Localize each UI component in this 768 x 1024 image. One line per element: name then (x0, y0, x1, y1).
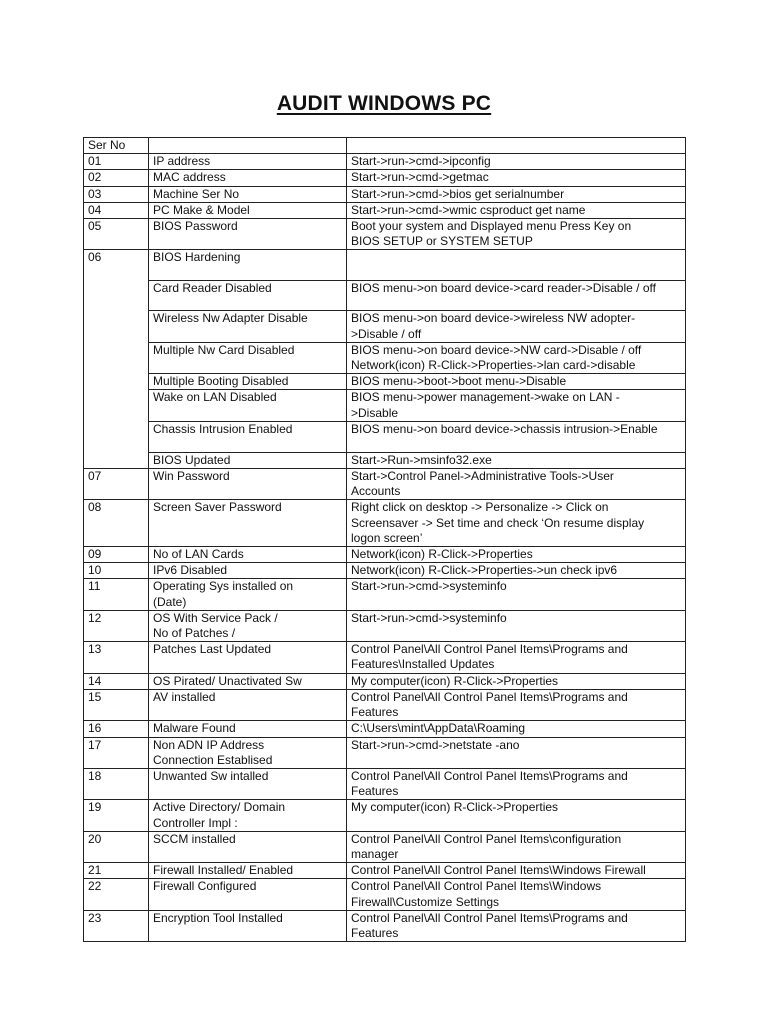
cell-item: OS With Service Pack / No of Patches / (149, 610, 347, 641)
cell-procedure: Control Panel\All Control Panel Items\Windows Firewall (347, 863, 686, 879)
table-row (84, 610, 686, 641)
cell-ser-no: 23 (84, 910, 149, 941)
table-row (84, 642, 686, 673)
table-row (84, 579, 686, 610)
cell-ser-no: 02 (84, 170, 149, 186)
cell-ser-no: 04 (84, 202, 149, 218)
cell-ser-no: 13 (84, 642, 149, 673)
header-procedure (347, 138, 686, 154)
cell-procedure: BIOS menu->boot->boot menu->Disable (347, 374, 686, 390)
cell-item: Malware Found (149, 721, 347, 737)
cell-ser-no: 15 (84, 689, 149, 720)
cell-procedure: BIOS menu->on board device->chassis intrusion->Enable (347, 421, 686, 452)
cell-item: Multiple Nw Card Disabled (149, 342, 347, 373)
table-row (84, 421, 686, 452)
table-row (84, 673, 686, 689)
cell-ser-no (84, 452, 149, 468)
cell-item: Multiple Booting Disabled (149, 374, 347, 390)
cell-item: OS Pirated/ Unactivated Sw (149, 673, 347, 689)
cell-procedure: My computer(icon) R-Click->Properties (347, 673, 686, 689)
cell-procedure: BIOS menu->on board device->card reader->Disable / off (347, 281, 686, 311)
cell-procedure: Start->Run->msinfo32.exe (347, 452, 686, 468)
cell-item: Wireless Nw Adapter Disable (149, 311, 347, 342)
table-row (84, 250, 686, 281)
table-row (84, 563, 686, 579)
table-header-row (84, 138, 686, 154)
cell-ser-no: 09 (84, 547, 149, 563)
table-row (84, 689, 686, 720)
cell-procedure: C:\Users\mint\AppData\Roaming (347, 721, 686, 737)
cell-procedure: Start->run->cmd->wmic csproduct get name (347, 202, 686, 218)
table-row (84, 737, 686, 768)
cell-item: SCCM installed (149, 831, 347, 862)
cell-ser-no: 08 (84, 500, 149, 547)
cell-item: Win Password (149, 469, 347, 500)
cell-procedure: Network(icon) R-Click->Properties (347, 547, 686, 563)
table-row (84, 390, 686, 421)
table-row (84, 186, 686, 202)
cell-item: Encryption Tool Installed (149, 910, 347, 941)
cell-procedure: Start->run->cmd->netstate -ano (347, 737, 686, 768)
cell-ser-no: 06 (84, 250, 149, 281)
cell-ser-no: 01 (84, 154, 149, 170)
cell-procedure: Network(icon) R-Click->Properties->un check ipv6 (347, 563, 686, 579)
page-title: AUDIT WINDOWS PC (276, 92, 492, 115)
table-row (84, 469, 686, 500)
cell-ser-no (84, 374, 149, 390)
cell-item: Screen Saver Password (149, 500, 347, 547)
cell-ser-no: 21 (84, 863, 149, 879)
cell-ser-no: 03 (84, 186, 149, 202)
cell-ser-no: 16 (84, 721, 149, 737)
cell-procedure: Start->run->cmd->ipconfig (347, 154, 686, 170)
cell-ser-no: 07 (84, 469, 149, 500)
cell-procedure: Control Panel\All Control Panel Items\Programs and Features (347, 910, 686, 941)
table-row (84, 219, 686, 250)
cell-item: Machine Ser No (149, 186, 347, 202)
cell-item: No of LAN Cards (149, 547, 347, 563)
cell-item: Active Directory/ Domain Controller Impl : (149, 800, 347, 831)
table-row (84, 800, 686, 831)
cell-procedure: Start->Control Panel->Administrative Tools->User Accounts (347, 469, 686, 500)
cell-procedure: Control Panel\All Control Panel Items\Programs and Features (347, 689, 686, 720)
cell-procedure (347, 250, 686, 281)
cell-item: BIOS Password (149, 219, 347, 250)
table-row (84, 831, 686, 862)
cell-ser-no (84, 311, 149, 342)
cell-ser-no: 10 (84, 563, 149, 579)
cell-item: Chassis Intrusion Enabled (149, 421, 347, 452)
cell-ser-no (84, 421, 149, 452)
cell-ser-no: 22 (84, 879, 149, 910)
cell-ser-no: 11 (84, 579, 149, 610)
cell-procedure: Boot your system and Displayed menu Press Key on BIOS SETUP or SYSTEM SETUP (347, 219, 686, 250)
cell-procedure: BIOS menu->on board device->wireless NW adopter- >Disable / off (347, 311, 686, 342)
cell-procedure: Start->run->cmd->bios get serialnumber (347, 186, 686, 202)
cell-item: IPv6 Disabled (149, 563, 347, 579)
table-row (84, 547, 686, 563)
table-row (84, 202, 686, 218)
audit-table (83, 137, 686, 942)
table-row (84, 500, 686, 547)
table-row (84, 311, 686, 342)
cell-procedure: BIOS menu->on board device->NW card->Disable / off Network(icon) R-Click->Properties->lan card->disable (347, 342, 686, 373)
table-row (84, 374, 686, 390)
table-row (84, 768, 686, 799)
table-row (84, 452, 686, 468)
cell-ser-no (84, 390, 149, 421)
cell-item: BIOS Hardening (149, 250, 347, 281)
cell-procedure: My computer(icon) R-Click->Properties (347, 800, 686, 831)
cell-item: Card Reader Disabled (149, 281, 347, 311)
table-row (84, 863, 686, 879)
cell-ser-no: 18 (84, 768, 149, 799)
cell-item: IP address (149, 154, 347, 170)
cell-item: Firewall Configured (149, 879, 347, 910)
cell-ser-no (84, 342, 149, 373)
cell-procedure: BIOS menu->power management->wake on LAN - >Disable (347, 390, 686, 421)
cell-procedure: Start->run->cmd->getmac (347, 170, 686, 186)
cell-ser-no: 12 (84, 610, 149, 641)
cell-procedure: Control Panel\All Control Panel Items\configuration manager (347, 831, 686, 862)
cell-item: BIOS Updated (149, 452, 347, 468)
table-row (84, 154, 686, 170)
cell-ser-no: 19 (84, 800, 149, 831)
cell-item: Unwanted Sw intalled (149, 768, 347, 799)
cell-procedure: Start->run->cmd->systeminfo (347, 610, 686, 641)
table-row (84, 910, 686, 941)
cell-procedure: Control Panel\All Control Panel Items\Programs and Features\Installed Updates (347, 642, 686, 673)
cell-procedure: Start->run->cmd->systeminfo (347, 579, 686, 610)
table-row (84, 170, 686, 186)
table-row (84, 342, 686, 373)
cell-item: Patches Last Updated (149, 642, 347, 673)
table-row (84, 281, 686, 311)
cell-item: AV installed (149, 689, 347, 720)
header-item (149, 138, 347, 154)
table-row (84, 879, 686, 910)
cell-ser-no: 05 (84, 219, 149, 250)
cell-item: PC Make & Model (149, 202, 347, 218)
cell-item: Non ADN IP Address Connection Establised (149, 737, 347, 768)
cell-ser-no: 14 (84, 673, 149, 689)
cell-ser-no: 20 (84, 831, 149, 862)
cell-item: Firewall Installed/ Enabled (149, 863, 347, 879)
cell-item: Operating Sys installed on (Date) (149, 579, 347, 610)
cell-item: Wake on LAN Disabled (149, 390, 347, 421)
cell-ser-no: 17 (84, 737, 149, 768)
table-row (84, 721, 686, 737)
cell-procedure: Control Panel\All Control Panel Items\Programs and Features (347, 768, 686, 799)
header-ser-no: Ser No (84, 138, 149, 154)
cell-procedure: Right click on desktop -> Personalize -> Click on Screensaver -> Set time and check ‘On resume display logon screen’ (347, 500, 686, 547)
cell-item: MAC address (149, 170, 347, 186)
cell-ser-no (84, 281, 149, 311)
cell-procedure: Control Panel\All Control Panel Items\Windows Firewall\Customize Settings (347, 879, 686, 910)
